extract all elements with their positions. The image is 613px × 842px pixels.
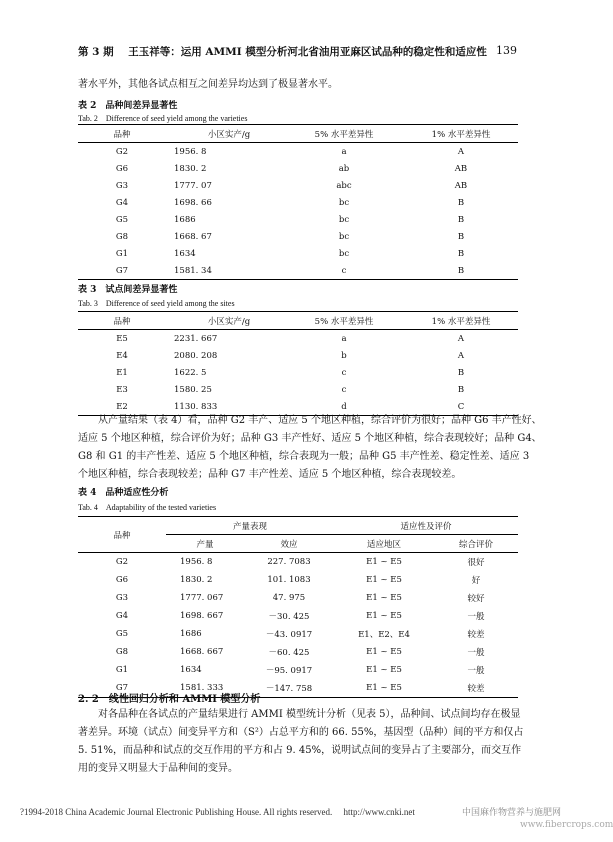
table-row (78, 160, 518, 177)
table-cell: E1 ~ E5 (366, 611, 402, 621)
table-cell: E1 ~ E5 (366, 683, 402, 693)
table-cell: 1668. 667 (180, 647, 224, 657)
col-variety: 品种 (78, 517, 166, 553)
table-cell: 47. 975 (272, 593, 306, 603)
table-cell: E1 ~ E5 (366, 665, 402, 675)
table-cell: 1130. 833 (174, 401, 218, 412)
table-cell: －60. 425 (268, 648, 310, 658)
paragraph-line: 个地区种植，综合表现较差；品种 G7 丰产性差、适应 5 个地区种植，综合表现较差。 (78, 469, 462, 480)
copyright-footer: ?1994-2018 China Academic Journal Electronic Publishing House. All rights reserved. http://www.cnki.net (20, 807, 415, 817)
table-row (78, 228, 518, 245)
table-cell: G3 (115, 180, 129, 191)
table-cell: AB (454, 180, 468, 191)
table-cell: E3 (116, 384, 128, 395)
table-cell: G8 (115, 647, 129, 657)
table-cell: G4 (115, 611, 129, 621)
intro-line: 著水平外，其他各试点相互之间差异均达到了极显著水平。 (78, 79, 338, 90)
table-cell: B (457, 214, 465, 225)
watermark-url: www.fibercrops.com (520, 820, 613, 830)
table-cell: 较差 (467, 630, 485, 640)
table-cell: B (457, 197, 465, 208)
table-cell: B (457, 367, 465, 378)
table-cell: 1581. 34 (174, 265, 212, 276)
table-cell: 1698. 667 (180, 611, 224, 621)
table-cell: c (341, 384, 347, 395)
col-sig-5pct: 5% 水平差异性 (314, 316, 374, 327)
section-heading: 2. 2 线性回归分析和 AMMI 模型分析 (78, 694, 261, 705)
table-cell: ab (338, 163, 350, 174)
table-row (78, 661, 518, 679)
table-cell: G3 (115, 593, 129, 603)
table-cell: 1956. 8 (180, 557, 213, 567)
paragraph-line: 著差异。环境（试点）间变异平方和（S²）占总平方和的 66. 55%，基因型（品种）间的平方和仅占 (78, 727, 524, 738)
paragraph-line: G8 和 G1 的丰产性差、适应 5 个地区种植，综合表现为一般；品种 G5 丰产性差、稳定性差、适应 3 (78, 451, 530, 462)
table-cell: E1 ~ E5 (366, 575, 402, 585)
table-cell: A (457, 146, 465, 157)
issue-number: 第 3 期 (78, 46, 114, 58)
table-cell: d (341, 401, 347, 412)
table-cell: 1777. 07 (174, 180, 212, 191)
table-cell: C (457, 401, 465, 412)
col-region: 适应地区 (366, 539, 401, 550)
paragraph-line: 5. 51%，而品种和试点的交互作用的平方和占 9. 45%，说明试点间的变异占了主要部分，而交互作 (78, 745, 522, 756)
table-2 (78, 124, 518, 280)
col-yield: 小区实产/g (207, 316, 251, 327)
col-group-yield: 产量表现 (166, 517, 334, 535)
col-variety: 品种 (113, 316, 131, 327)
table-cell: G7 (115, 265, 129, 276)
table-cell: abc (336, 180, 352, 191)
table-cell: 1580. 25 (174, 384, 212, 395)
paragraph-line: 从产量结果（表 4）看，品种 G2 丰产、适应 5 个地区种植，综合评价为很好；品种 G6 丰产性好、 (78, 415, 542, 426)
table-cell: 1668. 67 (174, 231, 212, 242)
col-sig-1pct: 1% 水平差异性 (431, 129, 491, 140)
table3-caption-en: Tab. 3 Difference of seed yield among the sites (78, 299, 235, 308)
table-cell: 1956. 8 (174, 146, 207, 157)
table-cell: 一般 (467, 666, 485, 676)
table-cell: b (341, 350, 347, 361)
table2-caption-cn: 表 2 品种间差异显著性 (78, 101, 178, 111)
col-yield: 小区实产/g (207, 129, 251, 140)
table-cell: A (457, 333, 465, 344)
paragraph-line: 用的变异又明显大于品种间的变异。 (78, 763, 238, 774)
table-cell: bc (338, 248, 350, 259)
table-row (78, 330, 518, 348)
table-cell: G5 (115, 214, 129, 225)
table-cell: －43. 0917 (265, 630, 313, 640)
table-cell: 一般 (467, 648, 485, 658)
table-cell: 1830. 2 (174, 163, 207, 174)
col-evaluation: 综合评价 (458, 539, 493, 550)
table-4 (78, 516, 518, 698)
table-row (78, 211, 518, 228)
table-cell: c (341, 265, 347, 276)
table-cell: －30. 425 (268, 612, 310, 622)
table-cell: G4 (115, 197, 129, 208)
table-cell: B (457, 384, 465, 395)
table-group-header-row (78, 517, 518, 535)
table-cell: G2 (115, 146, 129, 157)
running-header (78, 44, 487, 59)
table-cell: 1777. 067 (180, 593, 224, 603)
table-row (78, 553, 518, 572)
table-cell: E4 (116, 350, 128, 361)
table-cell: －95. 0917 (265, 666, 313, 676)
page-number: 139 (496, 44, 517, 57)
table-cell: 2080. 208 (174, 350, 218, 361)
table-header-row (78, 312, 518, 330)
table-cell: 227. 7083 (267, 557, 311, 567)
table-row (78, 589, 518, 607)
table-cell: 1830. 2 (180, 575, 213, 585)
table-cell: 1698. 66 (174, 197, 212, 208)
table-cell: E1、E2、E4 (358, 630, 410, 640)
ammi-paragraph (78, 706, 523, 778)
table2-caption-en: Tab. 2 Difference of seed yield among the varieties (78, 114, 248, 123)
table-cell: a (341, 333, 347, 344)
table-row (78, 347, 518, 364)
col-group-adaptability: 适应性及评价 (334, 517, 518, 535)
table3-caption-cn: 表 3 试点间差异显著性 (78, 285, 178, 295)
col-variety: 品种 (113, 129, 131, 140)
results-paragraph (78, 412, 542, 484)
table-row (78, 607, 518, 625)
table-cell: 好 (471, 576, 481, 586)
col-yield: 产量 (196, 539, 214, 550)
col-sig-5pct: 5% 水平差异性 (314, 129, 374, 140)
table-cell: －147. 758 (265, 684, 313, 694)
table-cell: bc (338, 197, 350, 208)
table-cell: G8 (115, 231, 129, 242)
table-cell: 较差 (467, 684, 485, 694)
table-cell: E1 ~ E5 (366, 593, 402, 603)
table-cell: B (457, 265, 465, 276)
table-cell: G2 (115, 557, 129, 567)
table-row (78, 177, 518, 194)
table-cell: a (341, 146, 347, 157)
table-header-row (78, 125, 518, 143)
table-cell: G1 (115, 248, 129, 259)
table-cell: 1686 (174, 214, 196, 225)
table-cell: 101. 1083 (267, 575, 311, 585)
table-cell: 1686 (180, 629, 202, 639)
table-cell: bc (338, 231, 350, 242)
table-row (78, 194, 518, 211)
table-cell: 1581. 333 (180, 683, 224, 693)
table-cell: B (457, 231, 465, 242)
table-cell: G6 (115, 575, 129, 585)
table-row (78, 364, 518, 381)
col-effect: 效应 (280, 539, 298, 550)
table-row (78, 625, 518, 643)
running-title: 王玉祥等：运用 AMMI 模型分析河北省油用亚麻区试品种的稳定性和适应性 (128, 46, 487, 58)
col-sig-1pct: 1% 水平差异性 (431, 316, 491, 327)
watermark: 中国麻作物营养与施肥网 (462, 808, 562, 818)
table-cell: E2 (116, 401, 128, 412)
table-cell: E1 ~ E5 (366, 647, 402, 657)
table-cell: G1 (115, 665, 129, 675)
table-row (78, 143, 518, 161)
table-cell: G6 (115, 163, 129, 174)
table-cell: G7 (115, 683, 129, 693)
table-row (78, 643, 518, 661)
table4-caption-cn: 表 4 品种适应性分析 (78, 488, 169, 498)
table-cell: B (457, 248, 465, 259)
table-cell: bc (338, 214, 350, 225)
table-row (78, 571, 518, 589)
table-3 (78, 311, 518, 416)
table-cell: A (457, 350, 465, 361)
paragraph-line: 对各品种在各试点的产量结果进行 AMMI 模型统计分析（见表 5），品种间、试点间均存在极显 (78, 709, 521, 720)
table-cell: 2231. 667 (174, 333, 218, 344)
table-cell: 1634 (180, 665, 202, 675)
table-cell: E5 (116, 333, 128, 344)
table-cell: 1622. 5 (174, 367, 207, 378)
table-cell: AB (454, 163, 468, 174)
table-cell: 一般 (467, 612, 485, 622)
table-cell: 较好 (467, 594, 485, 604)
table4-caption-en: Tab. 4 Adaptability of the tested varieties (78, 503, 217, 512)
table-cell: E1 ~ E5 (366, 557, 402, 567)
table-cell: E1 (116, 367, 128, 378)
paragraph-line: 适应 5 个地区种植，综合评价为好；品种 G3 丰产性好、适应 5 个地区种植，综合表现较好；品种 G4、 (78, 433, 542, 444)
table-row (78, 245, 518, 262)
table-cell: 1634 (174, 248, 196, 259)
table-cell: c (341, 367, 347, 378)
table-cell: 很好 (467, 558, 485, 568)
table-row (78, 262, 518, 280)
table-row (78, 381, 518, 398)
table-cell: G5 (115, 629, 129, 639)
